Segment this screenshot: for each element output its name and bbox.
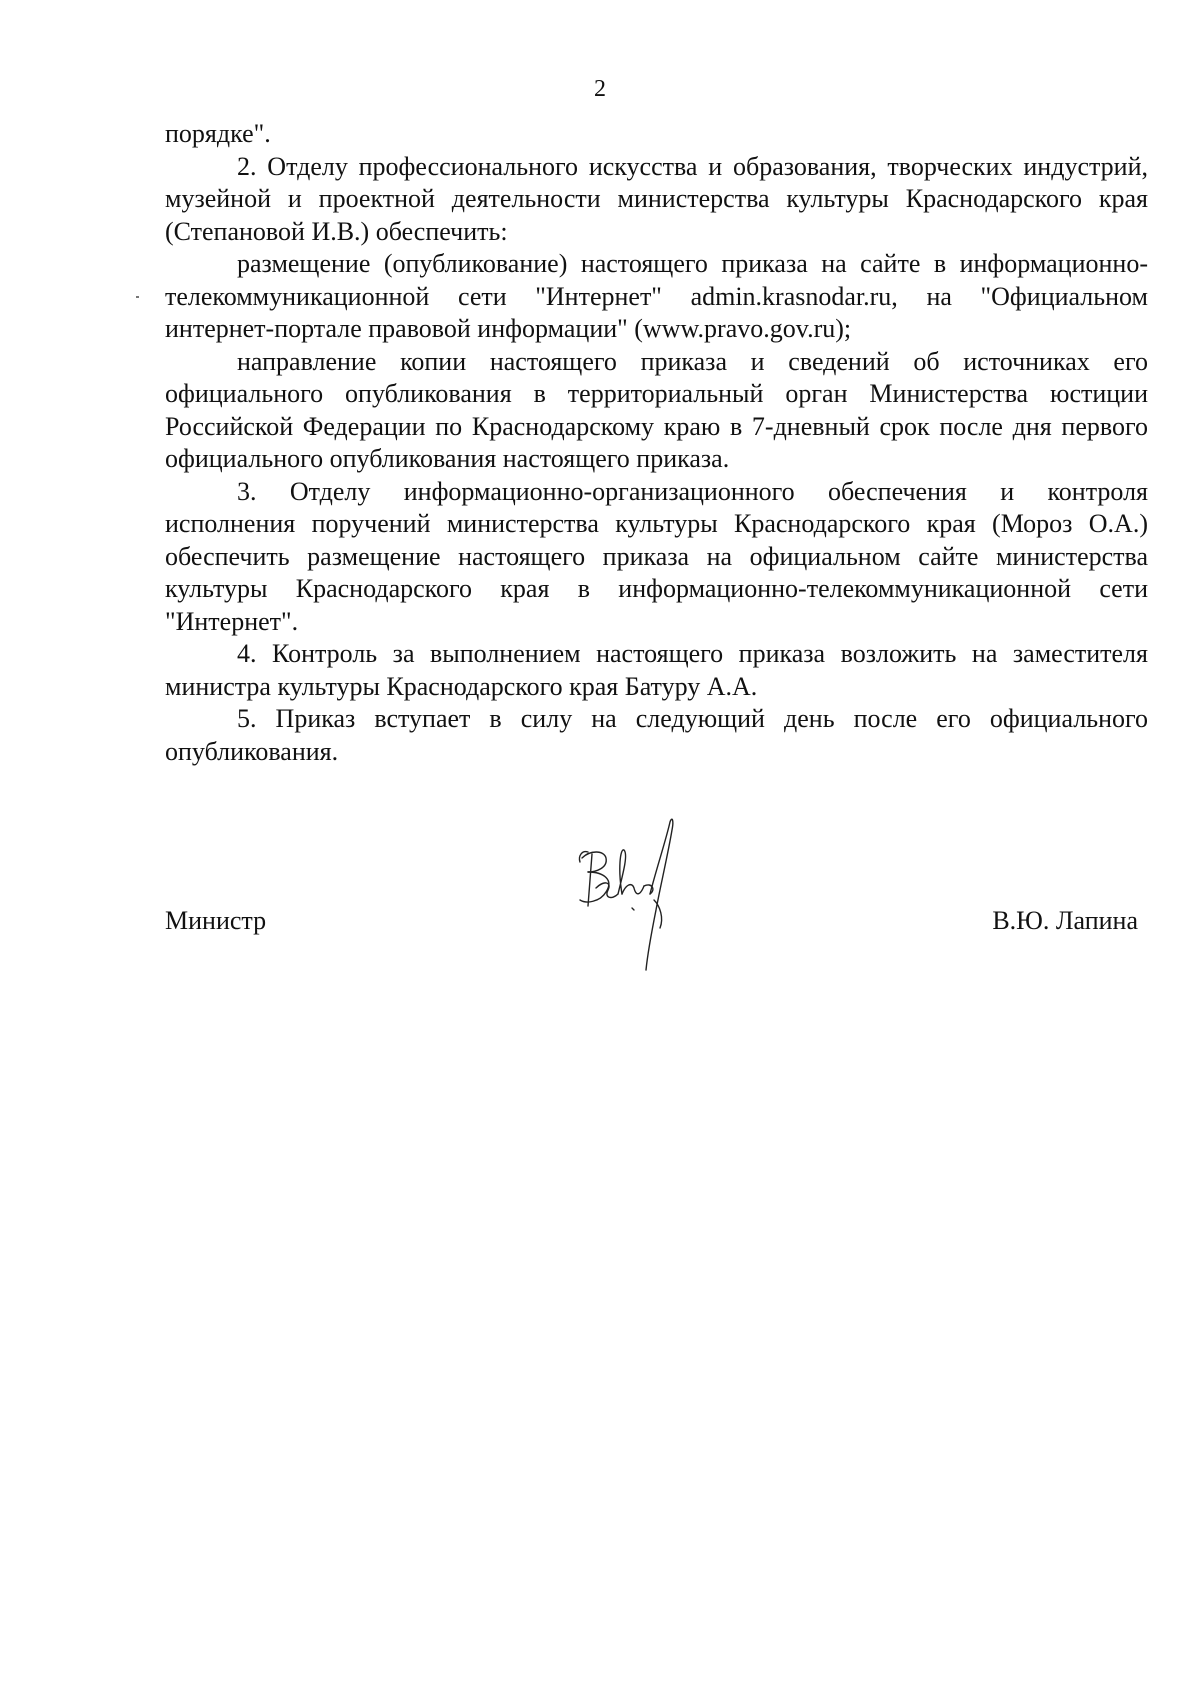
signer-name: В.Ю. Лапина (992, 906, 1138, 935)
paragraph-item-3: 3. Отделу информационно-организационного обеспечения и контроля исполнения поручений министерства культуры Краснодарского края (Мороз О.А.) обеспечить размещение настоящего приказа на официальном сайте министерства культуры Краснодарского края в информационно-телекоммуникационной сети "Интернет". (165, 476, 1148, 636)
handwritten-signature-icon (570, 810, 720, 980)
document-body (165, 118, 1148, 768)
position-title: Министр (165, 906, 267, 935)
paragraph-continuation: порядке". (165, 119, 271, 148)
paragraph-item-5: 5. Приказ вступает в силу на следующий день после его официального опубликования. (165, 704, 1148, 766)
paragraph-item-2: 2. Отделу профессионального искусства и образования, творческих индустрий, музейной и проектной деятельности министерства культуры Краснодарского края (Степановой И.В.) обеспечить: (165, 151, 1148, 246)
scan-artifact (136, 296, 139, 298)
paragraph-item-2-copy: направление копии настоящего приказа и сведений об источниках его официального опубликования в территориальный орган Министерства юстиции Российской Федерации по Краснодарскому краю в 7-дневный срок после дня первого официального опубликования настоящего приказа. (165, 346, 1148, 473)
page-number: 2 (594, 76, 606, 102)
paragraph-item-4: 4. Контроль за выполнением настоящего приказа возложить на заместителя министра культуры Краснодарского края Батуру А.А. (165, 639, 1148, 701)
paragraph-item-2-placement: размещение (опубликование) настоящего приказа на сайте в информационно-телекоммуникационной сети "Интернет" admin.krasnodar.ru, на "Официальном интернет-портале правовой информации" (www.pravo.gov.ru); (165, 249, 1148, 343)
